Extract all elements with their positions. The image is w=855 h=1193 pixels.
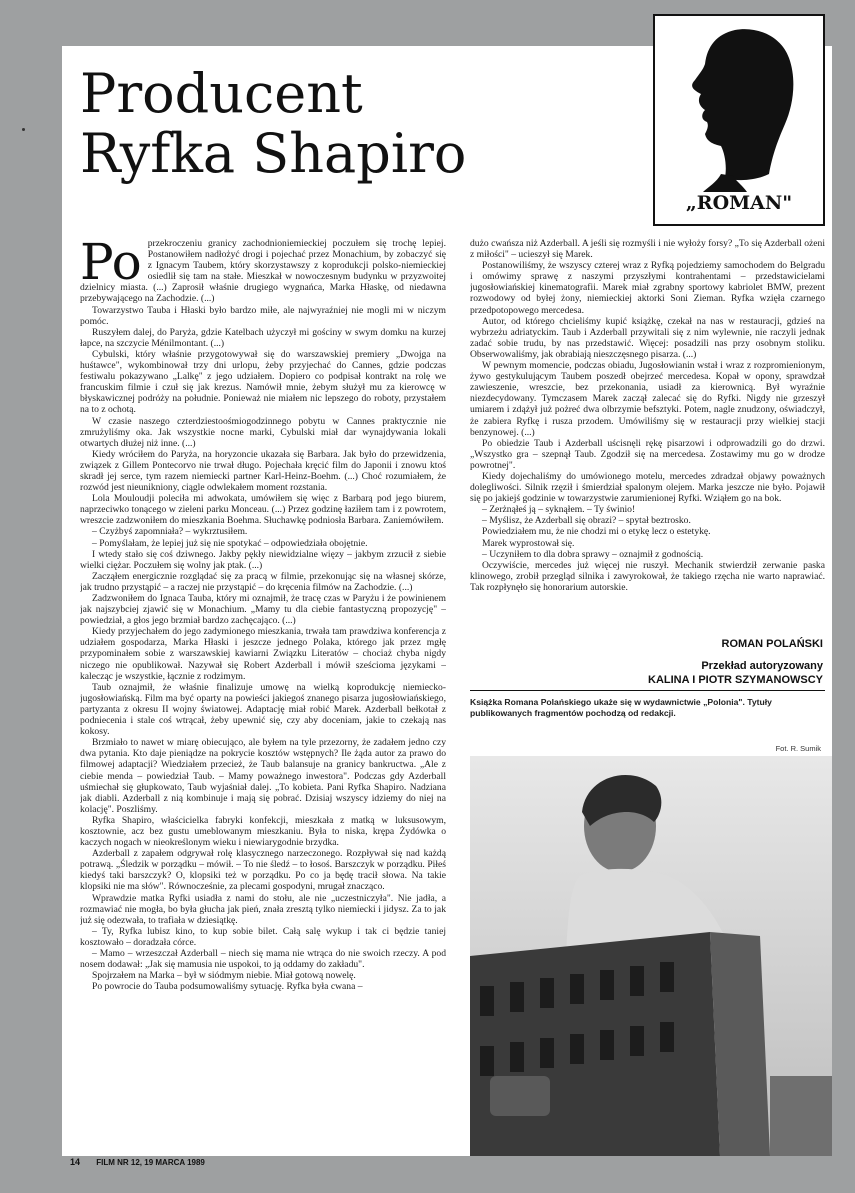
roman-label: „ROMAN" [685,192,793,214]
article-paragraph: Po powrocie do Tauba podsumowaliśmy sytuację. Ryfka była cwana – [92,981,363,993]
editorial-note: Książka Romana Polańskiego ukaże się w wydawnictwie „Polonia". Tytuły publikowanych fragmentów pochodzą od redakcji. [470,697,772,718]
article-paragraph: – Czyżbyś zapomniała? – wykrztusiłem. [92,526,248,538]
article-paragraph: Po obiedzie Taub i Azderball uścisnęli rękę pisarzowi i odprowadzili go do drzwi. „Wszystko gra – szepnął Taub. Zgodził się na mercedesa. Zostawimy mu go w drodze powrotnej". [470,437,825,471]
photo-credit: Fot. R. Sumik [775,744,821,753]
article-column-right [470,238,825,636]
article-paragraph: Cybulski, który właśnie przygotowywał się do warszawskiej premiery „Dwojga na huśtawce", wykombinował trzy dni urlopu, żeby przyjechać do Cannes, gdzie podczas festiwalu pokazywano „Lalkę" z jego udziałem. Dopiero co podpisał kontrakt na rolę we francuskim filmie i czuł się jak krezus. Namówił mnie, żebym służył mu za kierowcę w błyskawicznej podróży na południe. Ponieważ nie miałem nic lepszego do roboty, przystałem na to z ochotą. [80,348,446,416]
article-paragraph: Postanowiliśmy, że wszyscy czterej wraz z Ryfką pojedziemy samochodem do Belgradu i omówimy sprawę z naszymi przyszłymi kontrahentami – przedstawicielami jugosłowiańskiej kinematografii. Marek miał zgrabny sportowy kabriolet BMW, prezent rozwodowy od byłej żony, niemieckiej aktorki Soni Zieman. Ryfka wzięła czarnego przedpotopowego mercedesa. [470,260,825,316]
title-line-2: Ryfka Shapiro [80,122,467,185]
article-paragraph: – Myślisz, że Azderball się obrazi? – spytał beztrosko. [482,515,691,527]
article-paragraph: – Zerżnąłeś ją – syknąłem. – Ty świnio! [482,504,636,516]
silhouette-profile-icon [677,24,801,194]
page-number: 14 [70,1157,81,1167]
article-paragraph: Towarzystwo Tauba i Hłaski było bardzo miłe, ale najwyraźniej nie mogli mi w niczym pomóc. [80,304,446,327]
article-paragraph: Ruszyłem dalej, do Paryża, gdzie Katelbach użyczył mi gościny w swym domku na kurzej łapce, na szczycie Ménilmontant. (...) [80,326,446,349]
article-paragraph: przekroczeniu granicy zachodnioniemieckiej poczułem się trochę lepiej. Postanowiłem nadłożyć drogi i pojechać przez Monachium, by zobaczyć się z Ignacym Taubem, który skorzystawszy z koprodukcji polsko-niemieckiej osiedlił się tam na stałe. Mieszkał w nowoczesnym budynku w przyzwoitej dzielnicy miasta. (...) Zaprosił właśnie drugiego wygnańca, Marka Hłaskę, od niedawna przebywającego na Zachodzie. (...) [80,238,446,305]
title-line-1: Producent [80,62,363,125]
article-paragraph: – Ty, Ryfka lubisz kino, to kup sobie bilet. Całą salę wykup i tak ci będzie taniej kosztowało – doradzała córce. [80,925,446,948]
article-paragraph: Kiedy wróciłem do Paryża, na horyzoncie ukazała się Barbara. Jak było do przewidzenia, związek z Gillem Pontecorvo nie trwał długo. Pojechała kręcić film do Japonii i znowu ktoś skradł jej serce, tym razem niemiecki partner Karl-Heinz-Boehm. (...) Choć rozumiałem, że rozwód jest nieunikniony, ciągle odwlekałem moment rozstania. [80,448,446,494]
article-paragraph: Zadzwoniłem do Ignaca Tauba, który mi oznajmił, że tracę czas w Paryżu i że powinienem jak najszybciej zjawić się w Monachium. „Mamy tu dla ciebie fantastyczną propozycję" – powiedział, a głos jego brzmiał bardzo zachęcająco. (...) [80,593,446,627]
article-paragraph: Powiedziałem mu, że nie chodzi mi o etykę lecz o estetykę. [482,526,711,538]
drop-cap: Po [80,238,142,291]
article-paragraph: – Uczyniłem to dla dobra sprawy – oznajmił z godnością. [482,548,704,560]
article-paragraph: Oczywiście, mercedes już więcej nie ruszył. Mechanik stwierdził zerwanie paska klinowego, zrobił przegląd silnika i zawyrokował, że takiego rzęcha nie warto naprawiać. Tak rozpłynęło się honorarium autorskie. [470,559,825,593]
article-paragraph: Zacząłem energicznie rozglądać się za pracą w filmie, przekonując się na własnej skórze, jak trudno przystąpić – a raczej nie przystąpić – do kręcenia filmów na Zachodzie. (...) [80,570,446,593]
article-paragraph: – Pomyślałam, że lepiej już się nie spotykać – odpowiedziała obojętnie. [92,537,368,549]
article-paragraph: Kiedy przyjechałem do jego zadymionego mieszkania, trwała tam prawdziwa konferencja z udziałem gospodarza, Marka Hłaski i jeszcze jednego Polaka, którego jak przez mgłę przypominałem sobie z warszawskiej kawiarni Związku Literatów – chociaż chyba nigdy niczego nie opublikował. Nazywał się Robert Azderball i mówił sześcioma językami – kalecząc je wszystkie, łącznie z rodzimym. [80,626,446,682]
article-paragraph: dużo cwańsza niż Azderball. A jeśli się rozmyśli i nie wyłoży forsy? „To się Azderball ożeni z miłości" – ucieszył się Marek. [470,238,825,261]
article-paragraph: – Mamo – wrzeszczał Azderball – niech się mama nie wtrąca do nie swoich rzeczy. A pod nosem dodawał: „Jak się mamusia nie uspokoi, to ją oddamy do zakładu". [80,948,446,971]
article-paragraph: Ryfka Shapiro, właścicielka fabryki konfekcji, mieszkała z matką w luksusowym, kosztownie, acz bez gustu umeblowanym mieszkaniu. Była to niska, krępa Żydówka o kaczych nogach w nieokreślonym wieku i niewiarygodnie brzydka. [80,814,446,849]
article-paragraph: Spojrzałem na Marka – był w siódmym niebie. Miał gotową nowelę. [92,970,356,982]
article-paragraph: Lola Mouloudji poleciła mi adwokata, umówiłem się więc z Barbarą pod jego biurem, naprzeciwko tonącego w zieleni parku Monceau. (...) Przez godzinę łaziłem tam i z powrotem, wreszcie zadzwoniłem do mieszkania Boehma. Słuchawkę podniosła Barbara. Zaniemówiłem. [80,493,446,527]
photo-illustration [470,756,832,1156]
article-paragraph: Kiedy dojechaliśmy do umówionego motelu, mercedes zdradzał objawy poważnych dolegliwości. Silnik rzęził i śmierdział spalonym olejem. Marka jeszcze nie było. Pojawił się po jakiejś godzinie w towarzystwie zarumienionej Ryfki. Wziąłem go na bok. [470,470,825,505]
translators: KALINA I PIOTR SZYMANOWSCY [648,674,823,686]
article-paragraph: Marek wyprostował się. [482,537,575,549]
author-signature: ROMAN POLAŃSKI [721,638,823,650]
article-paragraph: Brzmiało to nawet w miarę obiecująco, ale byłem na tyle przezorny, że zadałem jedno czy dwa pytania. Kto daje pieniądze na pokrycie kosztów wstępnych? Ile żąda autor za prawo do filmowej adaptacji? Wiedziałem przecież, że Taub balansuje na granicy bankructwa. „Ale z ciebie menda – powiedział Taub. – Mamy poważnego inwestora". Podczas gdy Azderball uśmiechał się głupkowato, Taub wyjaśniał dalej. „To kobieta. Pani Ryfka Shapiro. Nadziana jak diabli. Azderball z nią kombinuje i mają się pobrać. Dzisiaj wszyscy idziemy do niej na kolację". Poszliśmy. [80,737,446,815]
article-paragraph: W czasie naszego czterdziestoośmiogodzinnego pobytu w Cannes praktycznie nie zmrużyliśmy oka. Jak wszystkie nocne marki, Cybulski miał dar wynajdywania lokali otwartych dłużej niż inne. (...) [80,415,446,449]
photo-boy-with-accordion [470,756,832,1156]
article-paragraph: Azderball z zapałem odgrywał rolę klasycznego narzeczonego. Rozpływał się nad każdą potrawą. „Śledzik w porządku – mówił. – To nie śledź – to łosoś. Barszczyk w porządku. Piłeś kiedyś taki barszczyk? O, klopsiki też w porządku. Po co ja będę tracił słowa. Na takie klopsiki nie ma słów". Równocześnie, za plecami gospodyni, mrugał znacząco. [80,848,446,893]
article-paragraph: W pewnym momencie, podczas obiadu, Jugosłowianin wstał i wraz z rozpromienionym, żywo gestykulującym Taubem poszedł obejrzeć mercedesa. Kopał w opony, sprawdzał zawieszenie, wreszcie, bez przekonania, usiadł za kierownicą. Był wyraźnie niezdecydowany. Tymczasem Marek zaczął zalecać się do Ryfki. Nigdy nie grzeszył umiarem i zdążył już pożreć dwa olbrzymie befsztyki. Potem, nagle znudzony, oświadczył, że zabiera Ryfkę i rusza przodem. Umówiliśmy się w restauracji przy wielkiej stacji benzynowej. (...) [470,360,825,438]
page-footer [70,1157,205,1167]
article-column-left [80,238,446,1118]
roman-header-box [653,14,825,226]
translation-label: Przekład autoryzowany [701,660,823,672]
article-paragraph: Wprawdzie matka Ryfki usiadła z nami do stołu, ale nie „uczestniczyła". Nie jadła, a rozmawiać nie mogła, bo była głucha jak pień, znała zresztą tylko niemiecki i jidysz. Za to jak już się odezwała, to trafiała w dziesiątkę. [80,892,446,926]
article-paragraph: I wtedy stało się coś dziwnego. Jakby pękły niewidzialne więzy – jakbym zrzucił z siebie wielki ciężar. Poczułem się wolny jak ptak. (...) [80,548,446,571]
footer-issue: FILM NR 12, 19 MARCA 1989 [96,1158,205,1167]
article-paragraph: Autor, od którego chcieliśmy kupić książkę, czekał na nas w restauracji, gdzieś na wybrzeżu adriatyckim. Taub i Azderball przywitali się z nim wylewnie, nie raczyli jednak zadać sobie trudu, by nas przedstawić. Więcej: posadzili nas przy osobnym stoliku. Obserwowaliśmy, jak obrabiają nieszczęsnego pisarza. (...) [470,315,825,360]
scan-speck [22,128,25,131]
article-title [80,64,580,184]
article-paragraph: Taub oznajmił, że właśnie finalizuje umowę na wielką koprodukcję niemiecko-jugosłowiańską. Film ma być oparty na powieści jakiegoś znanego pisarza jugosłowiańskiego, partyzanta z okresu II wojny światowej. Adaptację miał robić Marek. Azderball bełkotał z podniecenia i stale coś wtrącał, żeby upewnić się, czy aby doceniam, jakie to czekają nas kokosy. [80,681,446,738]
divider-rule [470,690,825,691]
